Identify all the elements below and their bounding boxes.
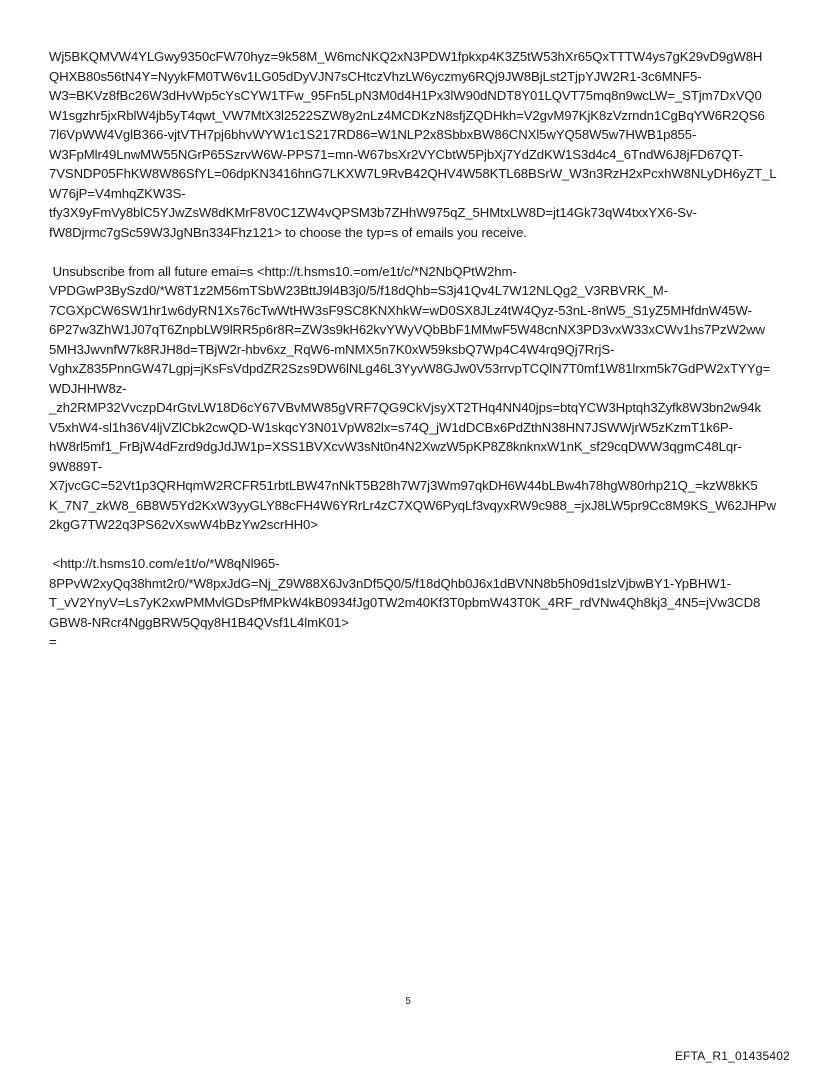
text-line: GBW8-NRcr4NggBRW5Qqy8H1B4QVsf1L4lmK01> <box>49 614 349 630</box>
text-line: X7jvcGC=52Vt1p3QRHqmW2RCFR51rbtLBW47nNkT5B28h7W7j3Wm97qkDH6W44bLBw4h78hgW80rhp21Q_=kzW8kK5 <box>49 478 758 493</box>
text-line: V5xhW4-sl1h36V4ljVZlCbk2cwQD-W1skqcY3N01VpW82lx=s74Q_jW1dDCBx6PdZthN38HN7JSWWjrW5zKzmT1k6P- <box>49 419 733 435</box>
text-line: W3FpMlr49LnwMW55NGrP65SzrvW6W-PPS71=mn-W67bsXr2VYCbtW5PjbXj7YdZdKW1S3d4c4_6TndW6J8jFD67QT- <box>49 146 743 162</box>
text-line: <http://t.hsms10.com/e1t/o/*W8qNl965- <box>49 556 280 571</box>
text-line: VPDGwP3BySzd0/*W8T1z2M56mTSbW23BttJ9l4B3j0/5/f18dQhb=S3j41Qv4L7W12NLQg2_V3RBVRK_M- <box>49 283 668 298</box>
text-line: T_vV2YnyV=Ls7yK2xwPMMvlGDsPfMPkW4kB0934fJg0TW2m40Kf3T0pbmW43T0K_4RF_rdVNw4Qh8kj3_4N5=jVw3CD8 <box>49 595 761 610</box>
text-line: hW8rl5mf1_FrBjW4dFzrd9dgJdJW1p=XSS1BVXcvW3sNt0n4N2XwzW5pKP8Z8knknxW1nK_sf29cqDWW3qgmC48Lqr- <box>49 439 742 454</box>
text-line: W1sgzhr5jxRblW4jb5yT4qwt_VW7MtX3l2522SZW8y2nLz4MCDKzN8sfjZQDHkh=V2gvM97KjK8zVzrndn1CgBqYW6R2QS6 <box>49 107 765 123</box>
text-line: = <box>49 634 57 649</box>
text-line: 7l6VpWW4VglB366-vjtVTH7pj6bhvWYW1c1S217RD86=W1NLP2x8SbbxBW86CNXl5wYQ58W5w7HWB1p855- <box>49 127 697 142</box>
page-number: 5 <box>405 996 411 1007</box>
text-line: K_7N7_zkW8_6B8W5Yd2KxW3yyGLY88cFH4W6YRrLr4zC7XQW6PyqLf3vqyxRW9c988_=jxJ8LW5pr9Cc8M9KS_W62JHPw <box>49 497 776 513</box>
text-line: Unsubscribe from all future emai=s <http://t.hsms10.=om/e1t/c/*N2NbQPtW2hm- <box>49 263 517 279</box>
text-line: VghxZ835PnnGW47Lgpj=jKsFsVdpdZR2Szs9DW6lNLg46L3YyvW8GJw0V53rrvpTCQlN7T0mf1W81lrxm5k7GdPW2xTYYg= <box>49 361 771 376</box>
document-id: EFTA_R1_01435402 <box>674 1049 790 1063</box>
text-line: 7CGXpCW6SW1hr1w6dyRN1Xs76cTwWtHW3sF9SC8KNXhkW=wD0SX8JLz4tW4Qyz-53nL-8nW5_S1yZ5MHfdnW45W- <box>49 302 752 318</box>
text-line: W3=BKVz8fBc26W3dHvWp5cYsCYW1TFw_95Fn5LpN3M0d4H1Px3lW90dNDT8Y01LQVT75mq8n9wcLW=_STjm7DxVQ0 <box>49 88 762 103</box>
unsubscribe-paragraph <box>49 262 779 535</box>
text-line: 9W889T- <box>49 458 102 474</box>
text-line: QHXB80s56tN4Y=NyykFM0TW6v1LG05dDyVJN7sCHtczVhzLW6yczmy6RQj9JW8BjLst2TjpYJW2R1-3c6MNF5- <box>49 68 702 84</box>
email-body-text <box>49 47 779 671</box>
text-line: tfy3X9yFmVy8blC5YJwZsW8dKMrF8V0C1ZW4vQPSM3b7ZHhW975qZ_5HMtxLW8D=jt14Gk73qW4txxYX6-Sv- <box>49 205 697 220</box>
text-line: Wj5BKQMVW4YLGwy9350cFW70hyz=9k58M_W6mcNKQ2xN3PDW1fpkxp4K3Z5tW53hXr65QxTTTW4ys7gK29vD9gW8H <box>49 49 763 64</box>
tracking-link-paragraph <box>49 554 779 652</box>
text-line: 2kgG7TW22q3PS62vXswW4bBzYw2scrHH0> <box>49 517 318 532</box>
text-line: W76jP=V4mhqZKW3S- <box>49 185 186 201</box>
text-line: 6P27w3ZhW1J07qT6ZnpbLW9lRR5p6r8R=ZW3s9kH62kvYWyVQbBbF1MMwF5W48cnNX3PD3vxW33xCWv1hs7PzW2ww <box>49 322 765 337</box>
email-preferences-paragraph <box>49 47 779 242</box>
text-line: 5MH3JwvnfW7k8RJH8d=TBjW2r-hbv6xz_RqW6-mNMX5n7K0xW59ksbQ7Wp4C4W4rq9Qj7RrjS- <box>49 341 615 357</box>
text-line: WDJHHW8z- <box>49 380 127 396</box>
text-line: 7VSNDP05FhKW8W86SfYL=06dpKN3416hnG7LKXW7L9RvB42QHV4W58KTL68BSrW_W3n3RzH2xPcxhW8NLyDH6yZT_L <box>49 166 777 181</box>
text-line: 8PPvW2xyQq38hmt2r0/*W8pxJdG=Nj_Z9W88X6Jv3nDf5Q0/5/f18dQhb0J6x1dBVNN8b5h09d1slzVjbwBY1-YpBHW1- <box>49 575 732 591</box>
text-line: fW8Djrmc7gSc59W3JgNBn334Fhz121> to choose the typ=s of emails you receive. <box>49 224 527 240</box>
text-line: _zh2RMP32VvczpD4rGtvLW18D6cY67VBvMW85gVRF7QG9CkVjsyXT2THq4NN40jps=btqYCW3Hptqh3Zyfk8W3bn2w94k <box>49 400 762 415</box>
